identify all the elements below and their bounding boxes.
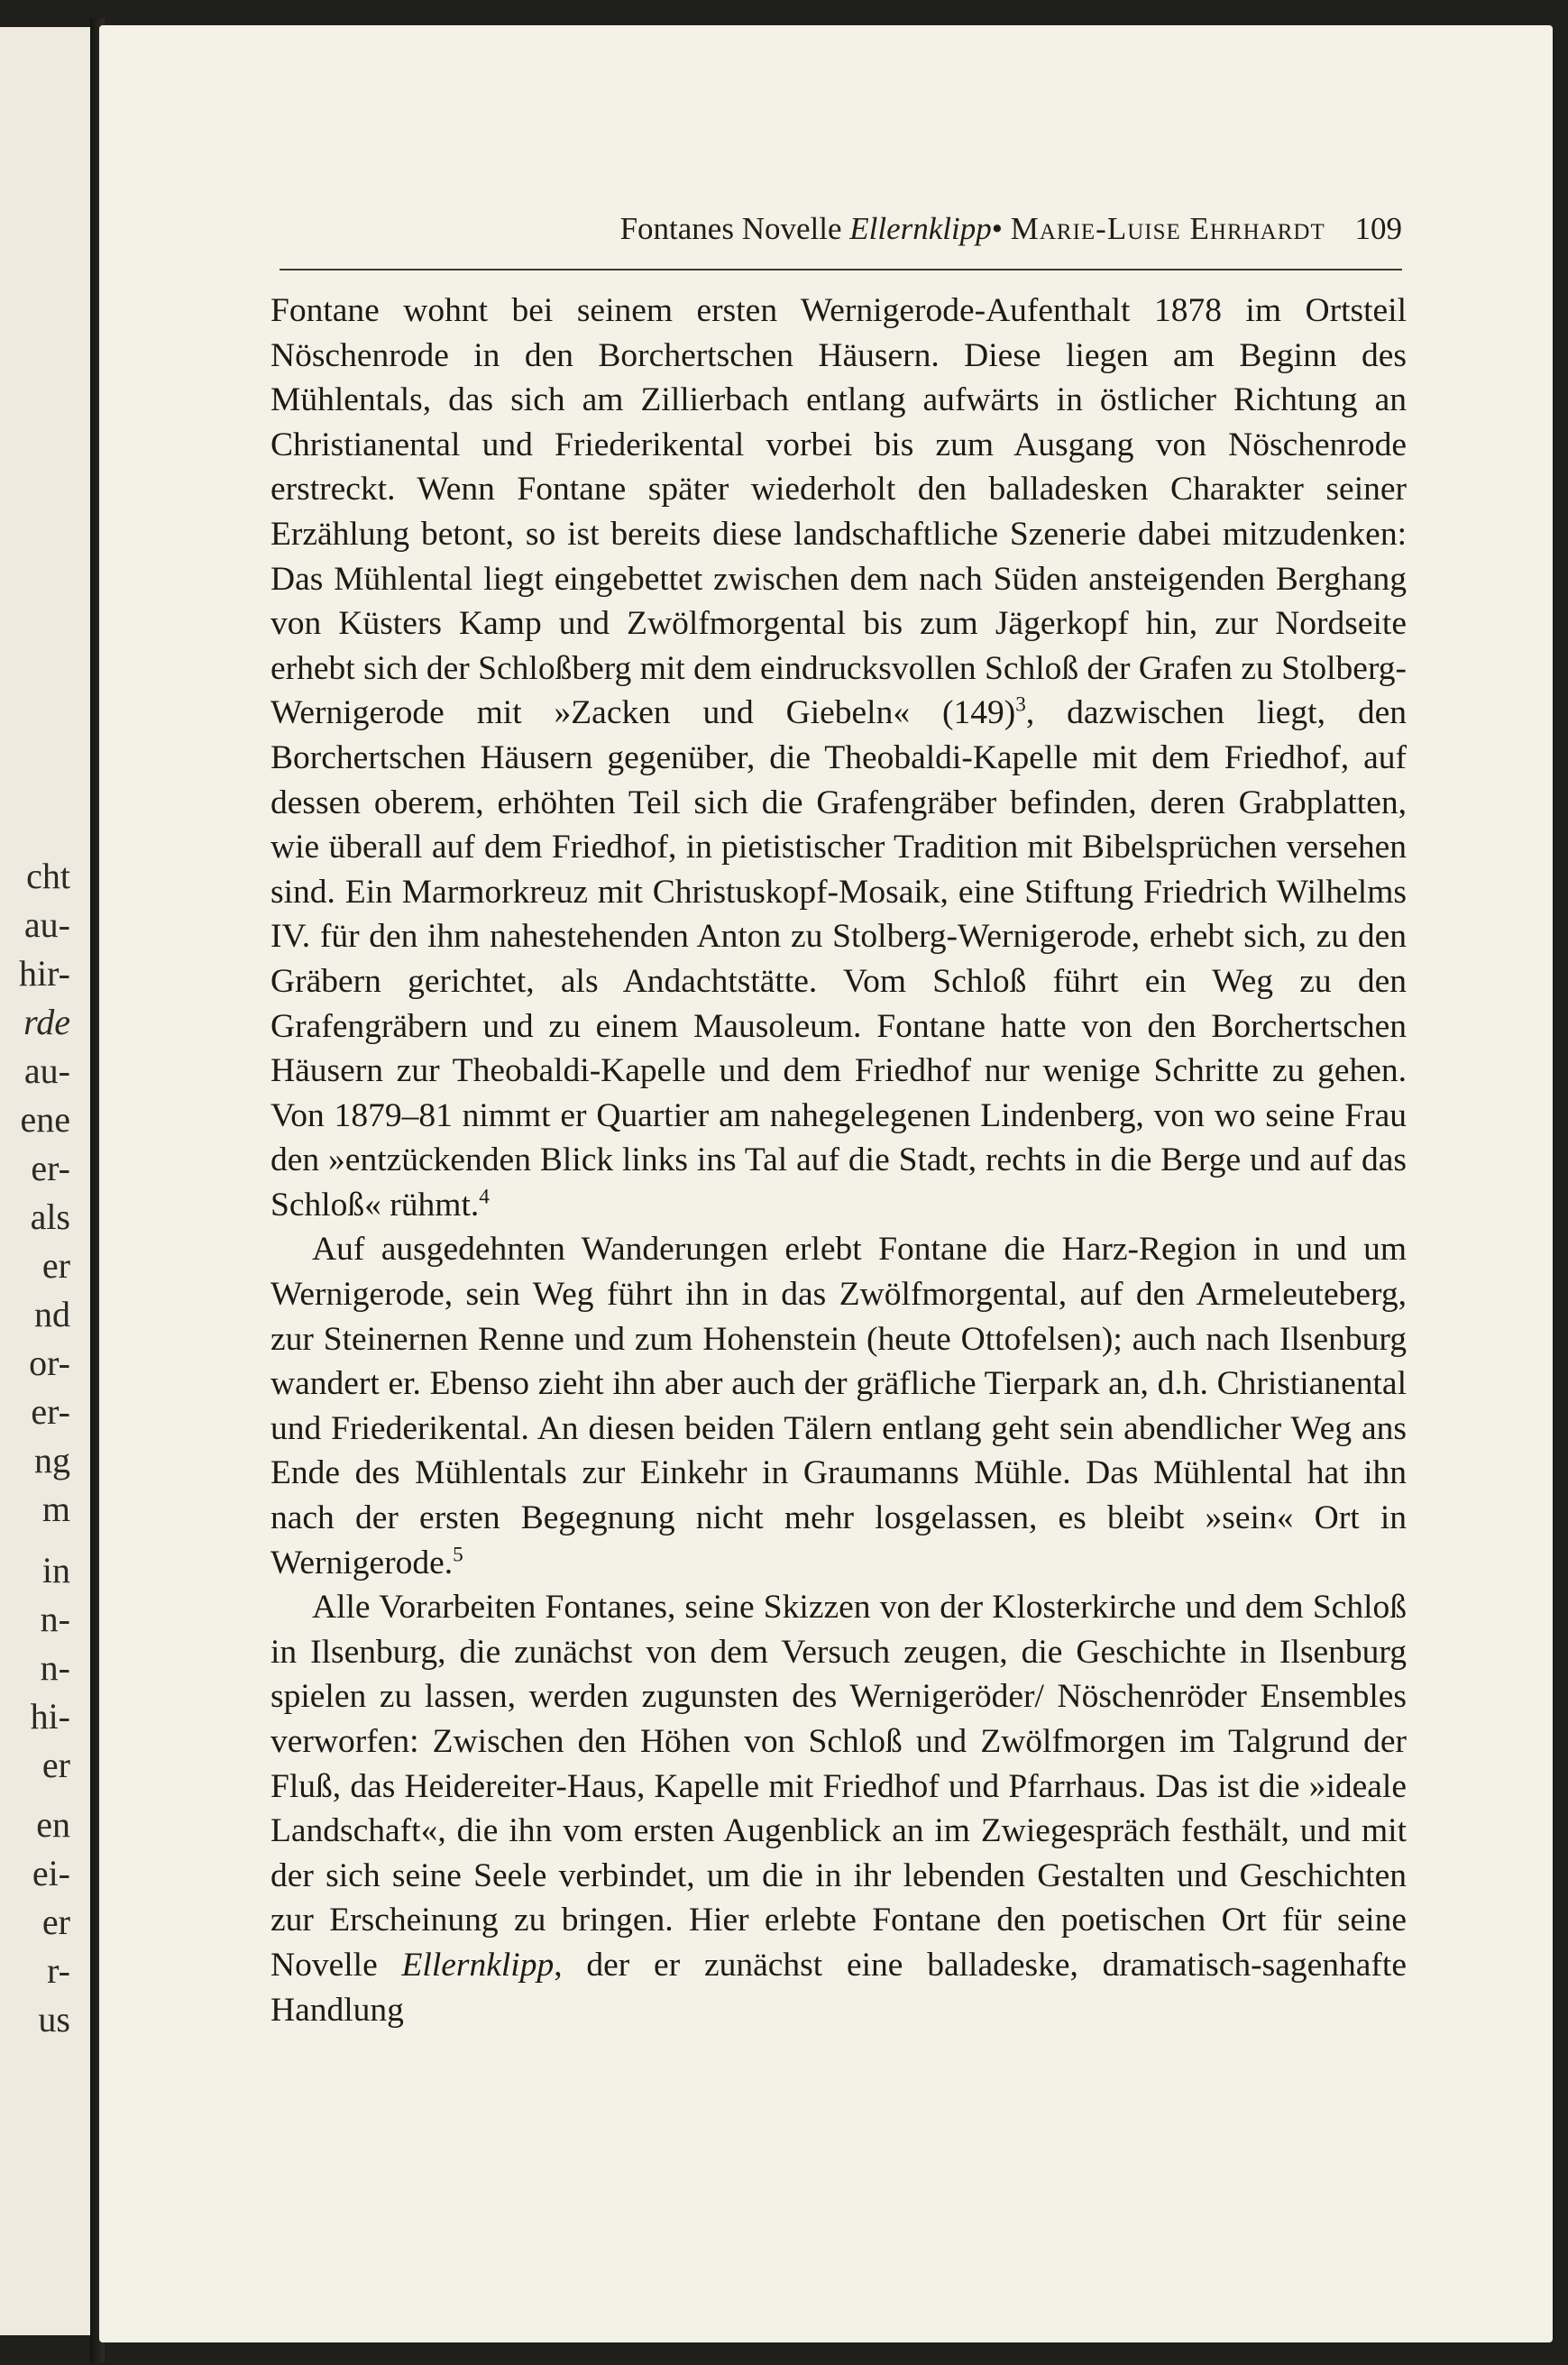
facing-page-fragment-text: er-	[31, 1391, 70, 1432]
header-title-prefix: Fontanes Novelle	[619, 211, 842, 246]
header-author: Marie-Luise Ehrhardt	[1010, 211, 1325, 246]
p1-text-a: Fontane wohnt bei seinem ersten Wernigerode-Aufenthalt 1878 im Ortsteil Nöschenrode in den Borchertschen Häusern. Diese liegen am Beginn des Mühlentals, das sich am Zillierbach entlang aufwärts in östlicher Richtung an Christianental und Friederikental vorbei bis zum Ausgang von Nöschenrode erstreckt. Wenn Fontane später wiederholt den balladesken Charakter seiner Erzählung betont, so ist bereits diese landschaftliche Szenerie dabei mitzudenken: Das Mühlental liegt eingebettet zwischen dem nach Süden ansteigenden Berghang von Küsters Kamp und Zwölfmorgental bis zum Jägerkopf hin, zur Nordseite erhebt sich der Schloßberg mit dem eindrucksvollen Schloß der Grafen zu Stolberg-Wernigerode mit »Zacken und Giebeln« (149)	[271, 292, 1407, 732]
facing-page-fragment-text: hi-	[30, 1696, 70, 1737]
p2-text: Auf ausgedehnten Wanderungen erlebt Fontane die Harz-Region in und um Wernigerode, sein Weg führt ihn in das Zwölfmorgental, auf den Armeleuteberg, zur Steinernen Renne und zum Hohenstein (heute Ottofelsen); auch nach Ilsenburg wandert er. Ebenso zieht ihn aber auch der gräfliche Tierpark an, d.h. Christianental und Friederikental. An diesen beiden Tälern entlang geht sein abendlicher Weg ans Ende des Mühlentals zur Einkehr in Graumanns Mühle. Das Mühlental hat ihn nach der ersten Begegnung nicht mehr losgelassen, es bleibt »sein« Ort in Wernigerode.	[271, 1231, 1407, 1581]
header-separator: •	[991, 211, 1003, 246]
page-number: 109	[1354, 211, 1402, 246]
facing-page-fragment-text: au-	[23, 904, 70, 945]
facing-page-fragment-text: au-	[23, 1050, 70, 1091]
p1-text-b: , dazwischen liegt, den Borchertschen Häusern gegenüber, die Theobaldi-Kapelle mit dem Friedhof, auf dessen oberem, erhöhten Teil sich die Grafengräber befinden, deren Grabplatten, wie überall auf dem Friedhof, in pietistischer Tradition mit Bibelsprüchen versehen sind. Ein Marmorkreuz mit Christuskopf-Mosaik, eine Stiftung Friedrich Wilhelms IV. für den ihm nahestehenden Anton zu Stolberg-Wernigerode, erhebt sich, zu den Gräbern gerichtet, als Andachtstätte. Vom Schloß führt ein Weg zu den Grafengräbern und zu einem Mausoleum. Fontane hatte von den Borchertschen Häusern zur Theobaldi-Kapelle und dem Friedhof nur wenige Schritte zu gehen. Von 1879–81 nimmt er Quartier am nahegelegenen Lindenberg, von wo seine Frau den »entzückenden Blick links ins Tal auf die Stadt, rechts in die Berge und auf das Schloß« rühmt.	[271, 694, 1408, 1224]
facing-page-fragment-text: ene	[20, 1099, 70, 1140]
facing-page-edge	[0, 27, 97, 2335]
paragraph-3	[271, 1585, 1407, 2032]
facing-page-fragment-text: ei-	[32, 1853, 70, 1893]
footnote-ref-5[interactable]: 5	[453, 1543, 463, 1567]
paragraph-1	[271, 289, 1407, 1227]
facing-page-fragment-text: er	[41, 1745, 70, 1785]
paragraph-2	[271, 1227, 1407, 1585]
p3-italic-title: Ellernklipp	[401, 1946, 555, 1984]
facing-page-fragment-text: cht	[26, 856, 70, 896]
footnote-ref-3[interactable]: 3	[1015, 692, 1026, 717]
header-title-italic: Ellernklipp	[849, 211, 992, 246]
facing-page-fragment-text: in	[41, 1550, 70, 1590]
facing-page-fragment-text: ng	[34, 1440, 70, 1480]
facing-page-fragment-text: or-	[29, 1343, 70, 1383]
facing-page-fragment-text: us	[38, 1999, 70, 2040]
footnote-ref-4[interactable]: 4	[479, 1185, 490, 1209]
facing-page-fragment-text: rde	[23, 1002, 70, 1042]
facing-page-fragment-text: r-	[47, 1950, 70, 1991]
body-text	[271, 289, 1407, 2032]
running-head	[280, 202, 1402, 270]
facing-page-fragment-text: en	[36, 1804, 70, 1845]
facing-page-fragment-text: n-	[40, 1599, 70, 1639]
p3-text-a: Alle Vorarbeiten Fontanes, seine Skizzen von der Klosterkirche und dem Schloß in Ilsenburg, die zunächst von dem Versuch zeugen, die Geschichte in Ilsenburg spielen zu lassen, werden zugunsten des Wernigeröder/ Nöschenröder Ensembles verworfen: Zwischen den Höhen von Schloß und Zwölfmorgen im Talgrund der Fluß, das Heidereiter-Haus, Kapelle mit Friedhof und Pfarrhaus. Das ist die »ideale Landschaft«, die ihn vom ersten Augenblick an im Zwiegespräch festhält, und mit der sich seine Seele verbindet, um die in ihr lebenden Gestalten und Geschichten zur Erscheinung zu bringen. Hier erlebte Fontane den poetischen Ort für seine Novelle	[271, 1589, 1407, 1984]
facing-page-fragment-text: er	[41, 1902, 70, 1942]
facing-page-fragment-text: hir-	[19, 953, 70, 994]
facing-page-fragment-text: m	[41, 1489, 70, 1529]
book-page	[99, 25, 1553, 2342]
facing-page-fragment-text: n-	[40, 1647, 70, 1688]
p3-text-b: , der er zunächst eine balladeske, dramatisch-sagenhafte Handlung	[271, 1946, 1407, 2029]
facing-page-fragment-text: als	[30, 1196, 70, 1237]
facing-page-fragment-text: nd	[34, 1294, 70, 1334]
facing-page-fragment-text: er	[41, 1245, 70, 1286]
facing-page-fragment-text: er-	[31, 1148, 70, 1188]
